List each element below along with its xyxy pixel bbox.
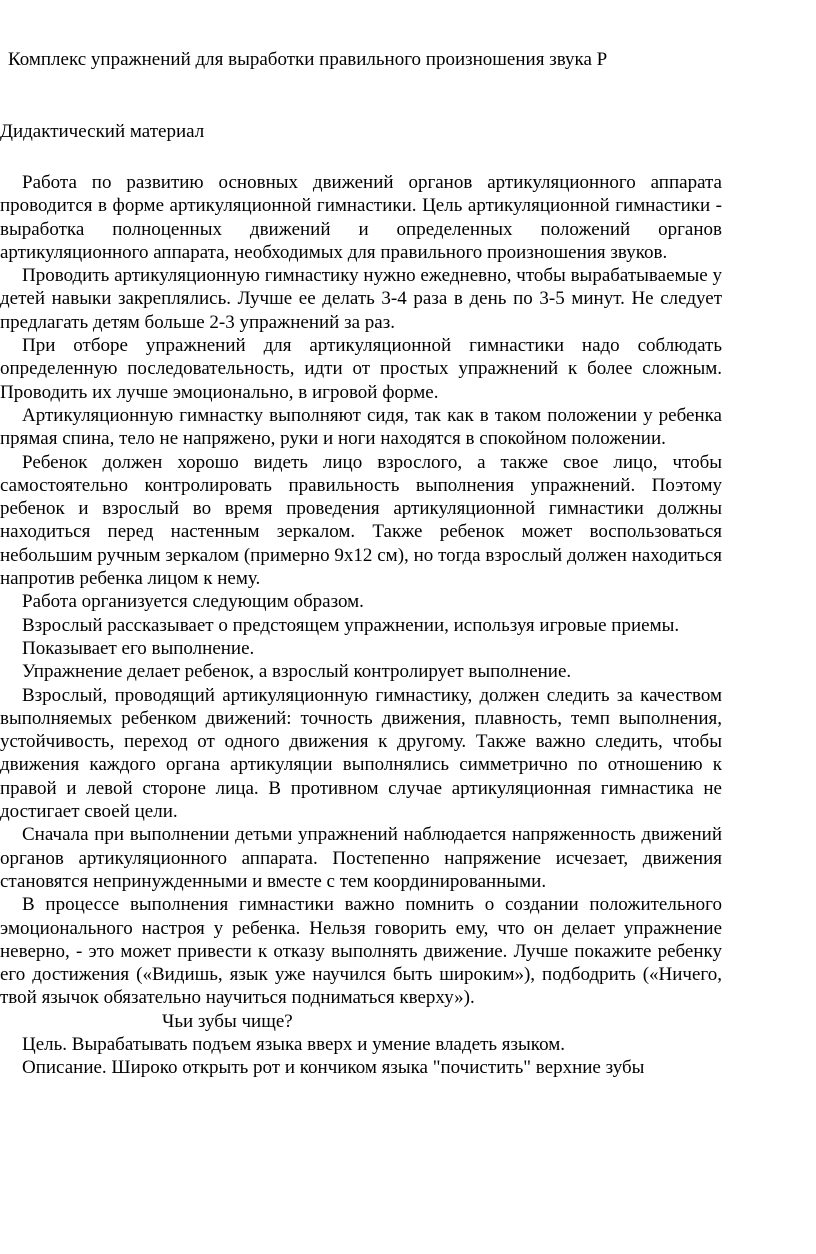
paragraph: Работа организуется следующим образом. — [22, 591, 364, 613]
paragraph: Упражнение делает ребенок, а взрослый контролирует выполнение. — [22, 661, 572, 683]
paragraph: В процессе выполнения гимнастики важно помнить о создании положительного эмоционального настроя у ребенка. Нельзя говорить ему, что он делает упражнение неверно, - это может привести к отказу выполнять движение. Лучше покажите ребенку его достижения («Видишь, язык уже научился быть широким»), подбодрить («Ничего, твой язычок обязательно научиться подниматься кверху»). — [0, 894, 722, 1009]
exercise-goal: Цель. Вырабатывать подъем языка вверх и умение владеть языком. — [22, 1033, 565, 1055]
paragraph: Сначала при выполнении детьми упражнений наблюдается напряженность движений органов артикуляционного аппарата. Постепенно напряжение исчезает, движения становятся непринужденными и вместе с тем координированными. — [0, 824, 722, 892]
paragraph: Ребенок должен хорошо видеть лицо взрослого, а также свое лицо, чтобы самостоятельно контролировать правильность выполнения упражнений. Поэтому ребенок и взрослый во время проведения артикуляционной гимнастики должны находиться перед настенным зеркалом. Также ребенок может воспользоваться небольшим ручным зеркалом (примерно 9х12 см), но тогда взрослый должен находиться напротив ребенка лицом к нему. — [0, 451, 722, 590]
document-subtitle: Дидактический материал — [0, 121, 205, 142]
document-title: Комплекс упражнений для выработки правильного произношения звука Р — [8, 49, 608, 70]
paragraph: Проводить артикуляционную гимнастику нужно ежедневно, чтобы вырабатываемые у детей навыки закреплялись. Лучше ее делать 3-4 раза в день по 3-5 минут. Не следует предлагать детям больше 2-3 упражнений за раз. — [0, 265, 722, 333]
exercise-description: Описание. Широко открыть рот и кончиком языка "почистить" верхние зубы — [22, 1057, 645, 1079]
paragraph: Артикуляционную гимнастку выполняют сидя, так как в таком положении у ребенка прямая спина, тело не напряжено, руки и ноги находятся в спокойном положении. — [0, 404, 722, 450]
document-body — [0, 171, 722, 1080]
exercise-title: Чьи зубы чище? — [162, 1010, 293, 1032]
paragraph: Взрослый рассказывает о предстоящем упражнении, используя игровые приемы. — [22, 614, 680, 636]
paragraph: Работа по развитию основных движений органов артикуляционного аппарата проводится в форме артикуляционной гимнастики. Цель артикуляционной гимнастики - выработка полноценных движений и определенных положений органов артикуляционного аппарата, необходимых для правильного произношения звуков. — [0, 172, 722, 263]
paragraph: При отборе упражнений для артикуляционной гимнастики надо соблюдать определенную последовательность, идти от простых упражнений к более сложным. Проводить их лучше эмоционально, в игровой форме. — [0, 335, 722, 403]
paragraph: Показывает его выполнение. — [22, 637, 255, 659]
paragraph: Взрослый, проводящий артикуляционную гимнастику, должен следить за качеством выполняемых ребенком движений: точность движения, плавность, темп выполнения, устойчивость, переход от одного движения к другому. Также важно следить, чтобы движения каждого органа артикуляции выполнялись симметрично по отношению к правой и левой стороне лица. В противном случае артикуляционная гимнастика не достигает своей цели. — [0, 684, 722, 823]
